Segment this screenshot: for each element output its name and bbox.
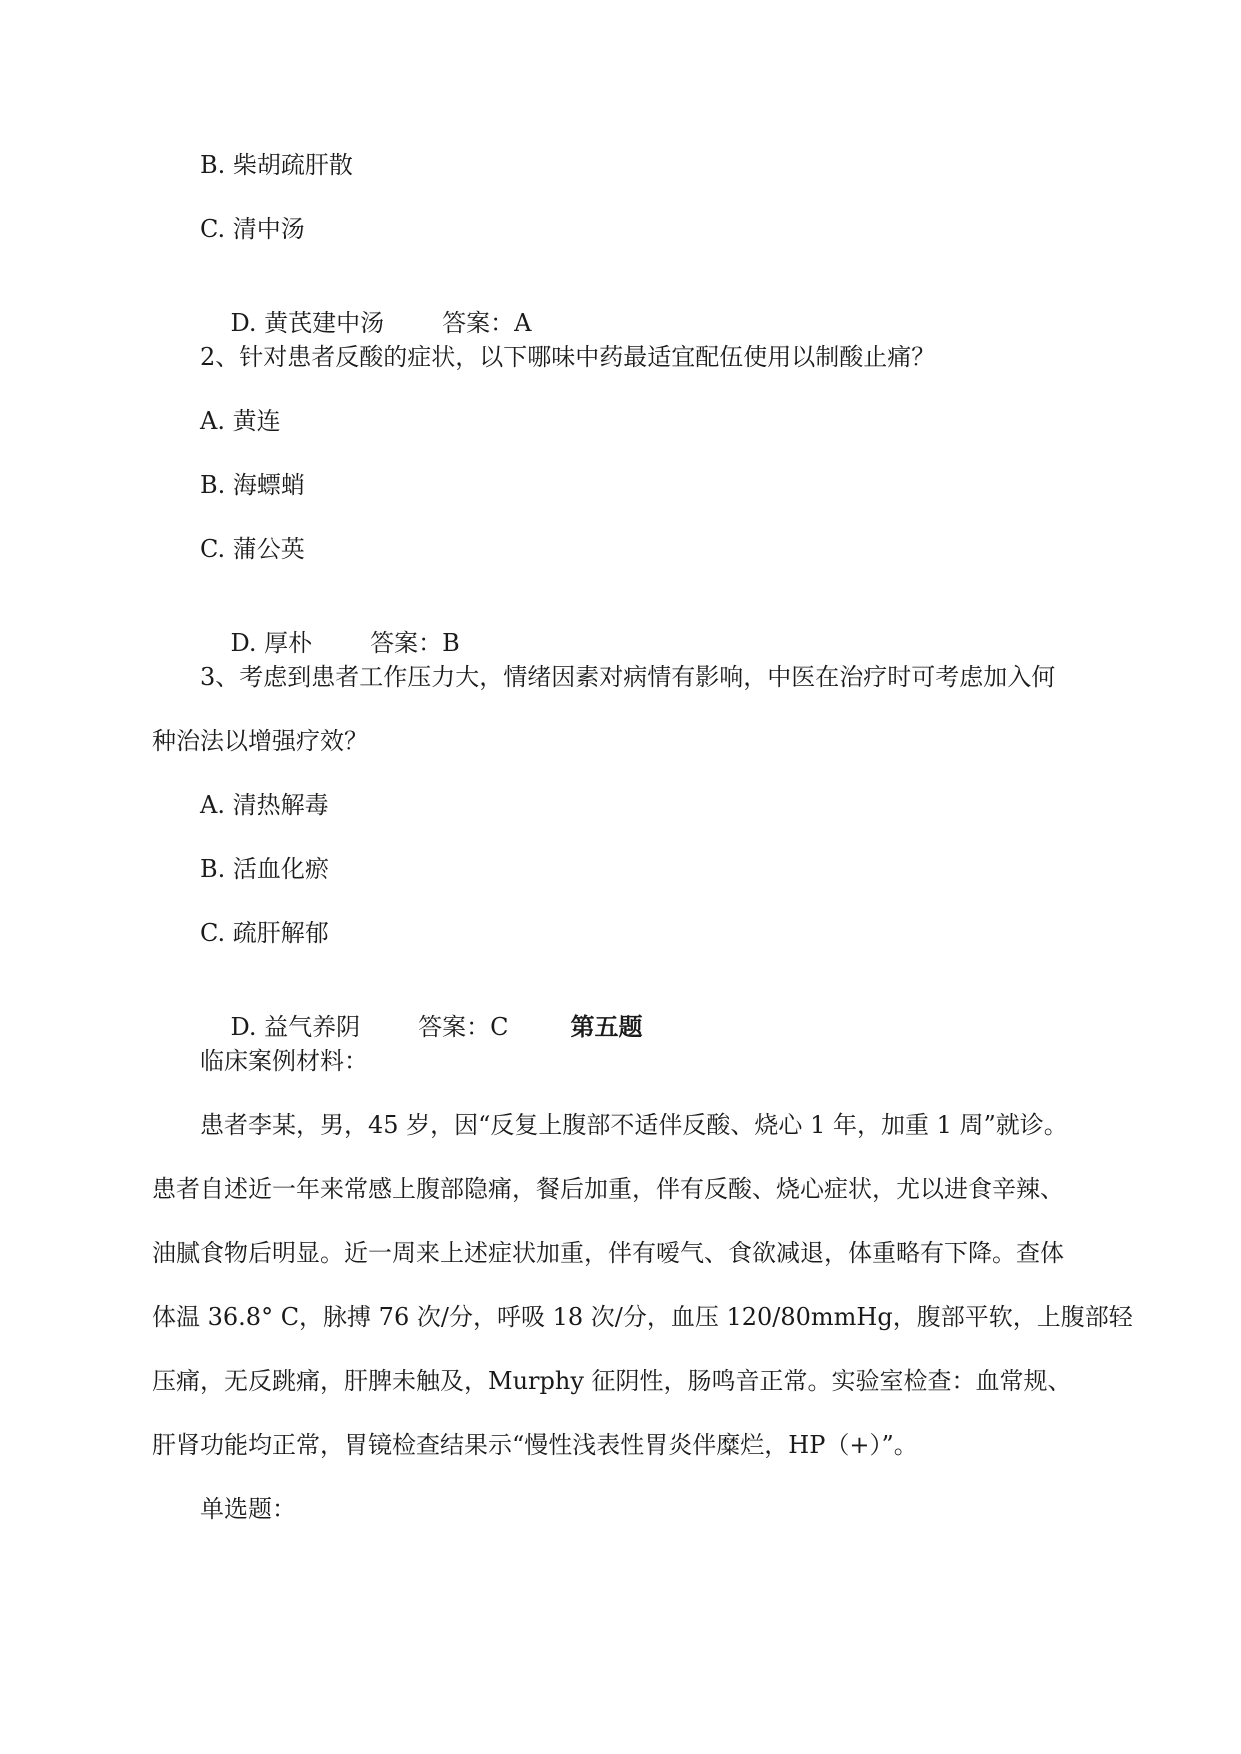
q2-answer: 答案：B [370, 629, 460, 657]
q2-stem: 2、针对患者反酸的症状，以下哪味中药最适宜配伍使用以制酸止痛？ [200, 343, 936, 371]
q1-option-c: C. 清中汤 [200, 215, 305, 243]
q1-option-b: B. 柴胡疏肝散 [200, 151, 353, 179]
q1-option-d: D. 黄芪建中汤 [230, 309, 385, 337]
q3-option-a: A. 清热解毒 [200, 791, 329, 819]
q3-answer: 答案：C [418, 1013, 509, 1041]
single-choice-label: 单选题： [200, 1495, 296, 1523]
section-title: 第五题 [570, 1013, 643, 1041]
q2-option-b: B. 海螵蛸 [200, 471, 305, 499]
case-line-2: 患者自述近一年来常感上腹部隐痛，餐后加重，伴有反酸、烧心症状，尤以进食辛辣、 [152, 1175, 1064, 1203]
q2-option-a: A. 黄连 [200, 407, 281, 435]
q1-answer: 答案：A [442, 309, 532, 337]
case-line-5: 压痛，无反跳痛，肝脾未触及，Murphy 征阴性，肠鸣音正常。实验室检查：血常规、 [152, 1367, 1072, 1395]
q3-stem-line1: 3、考虑到患者工作压力大，情绪因素对病情有影响，中医在治疗时可考虑加入何 [200, 663, 1056, 691]
q3-option-d: D. 益气养阴 [230, 1013, 361, 1041]
q3-stem-line2: 种治法以增强疗效？ [152, 727, 368, 755]
case-line-6: 肝肾功能均正常，胃镜检查结果示“慢性浅表性胃炎伴糜烂，HP（+）”。 [152, 1431, 918, 1459]
q2-option-d: D. 厚朴 [230, 629, 313, 657]
q3-option-c: C. 疏肝解郁 [200, 919, 329, 947]
case-line-4: 体温 36.8° C，脉搏 76 次/分，呼吸 18 次/分，血压 120/80mmHg，腹部平软，上腹部轻 [152, 1303, 1133, 1331]
material-label: 临床案例材料： [200, 1047, 368, 1075]
q3-option-b: B. 活血化瘀 [200, 855, 329, 883]
case-line-1: 患者李某，男，45 岁，因“反复上腹部不适伴反酸、烧心 1 年，加重 1 周”就诊。 [200, 1111, 1068, 1139]
q2-option-c: C. 蒲公英 [200, 535, 305, 563]
case-line-3: 油腻食物后明显。近一周来上述症状加重，伴有嗳气、食欲减退，体重略有下降。查体 [152, 1239, 1064, 1267]
